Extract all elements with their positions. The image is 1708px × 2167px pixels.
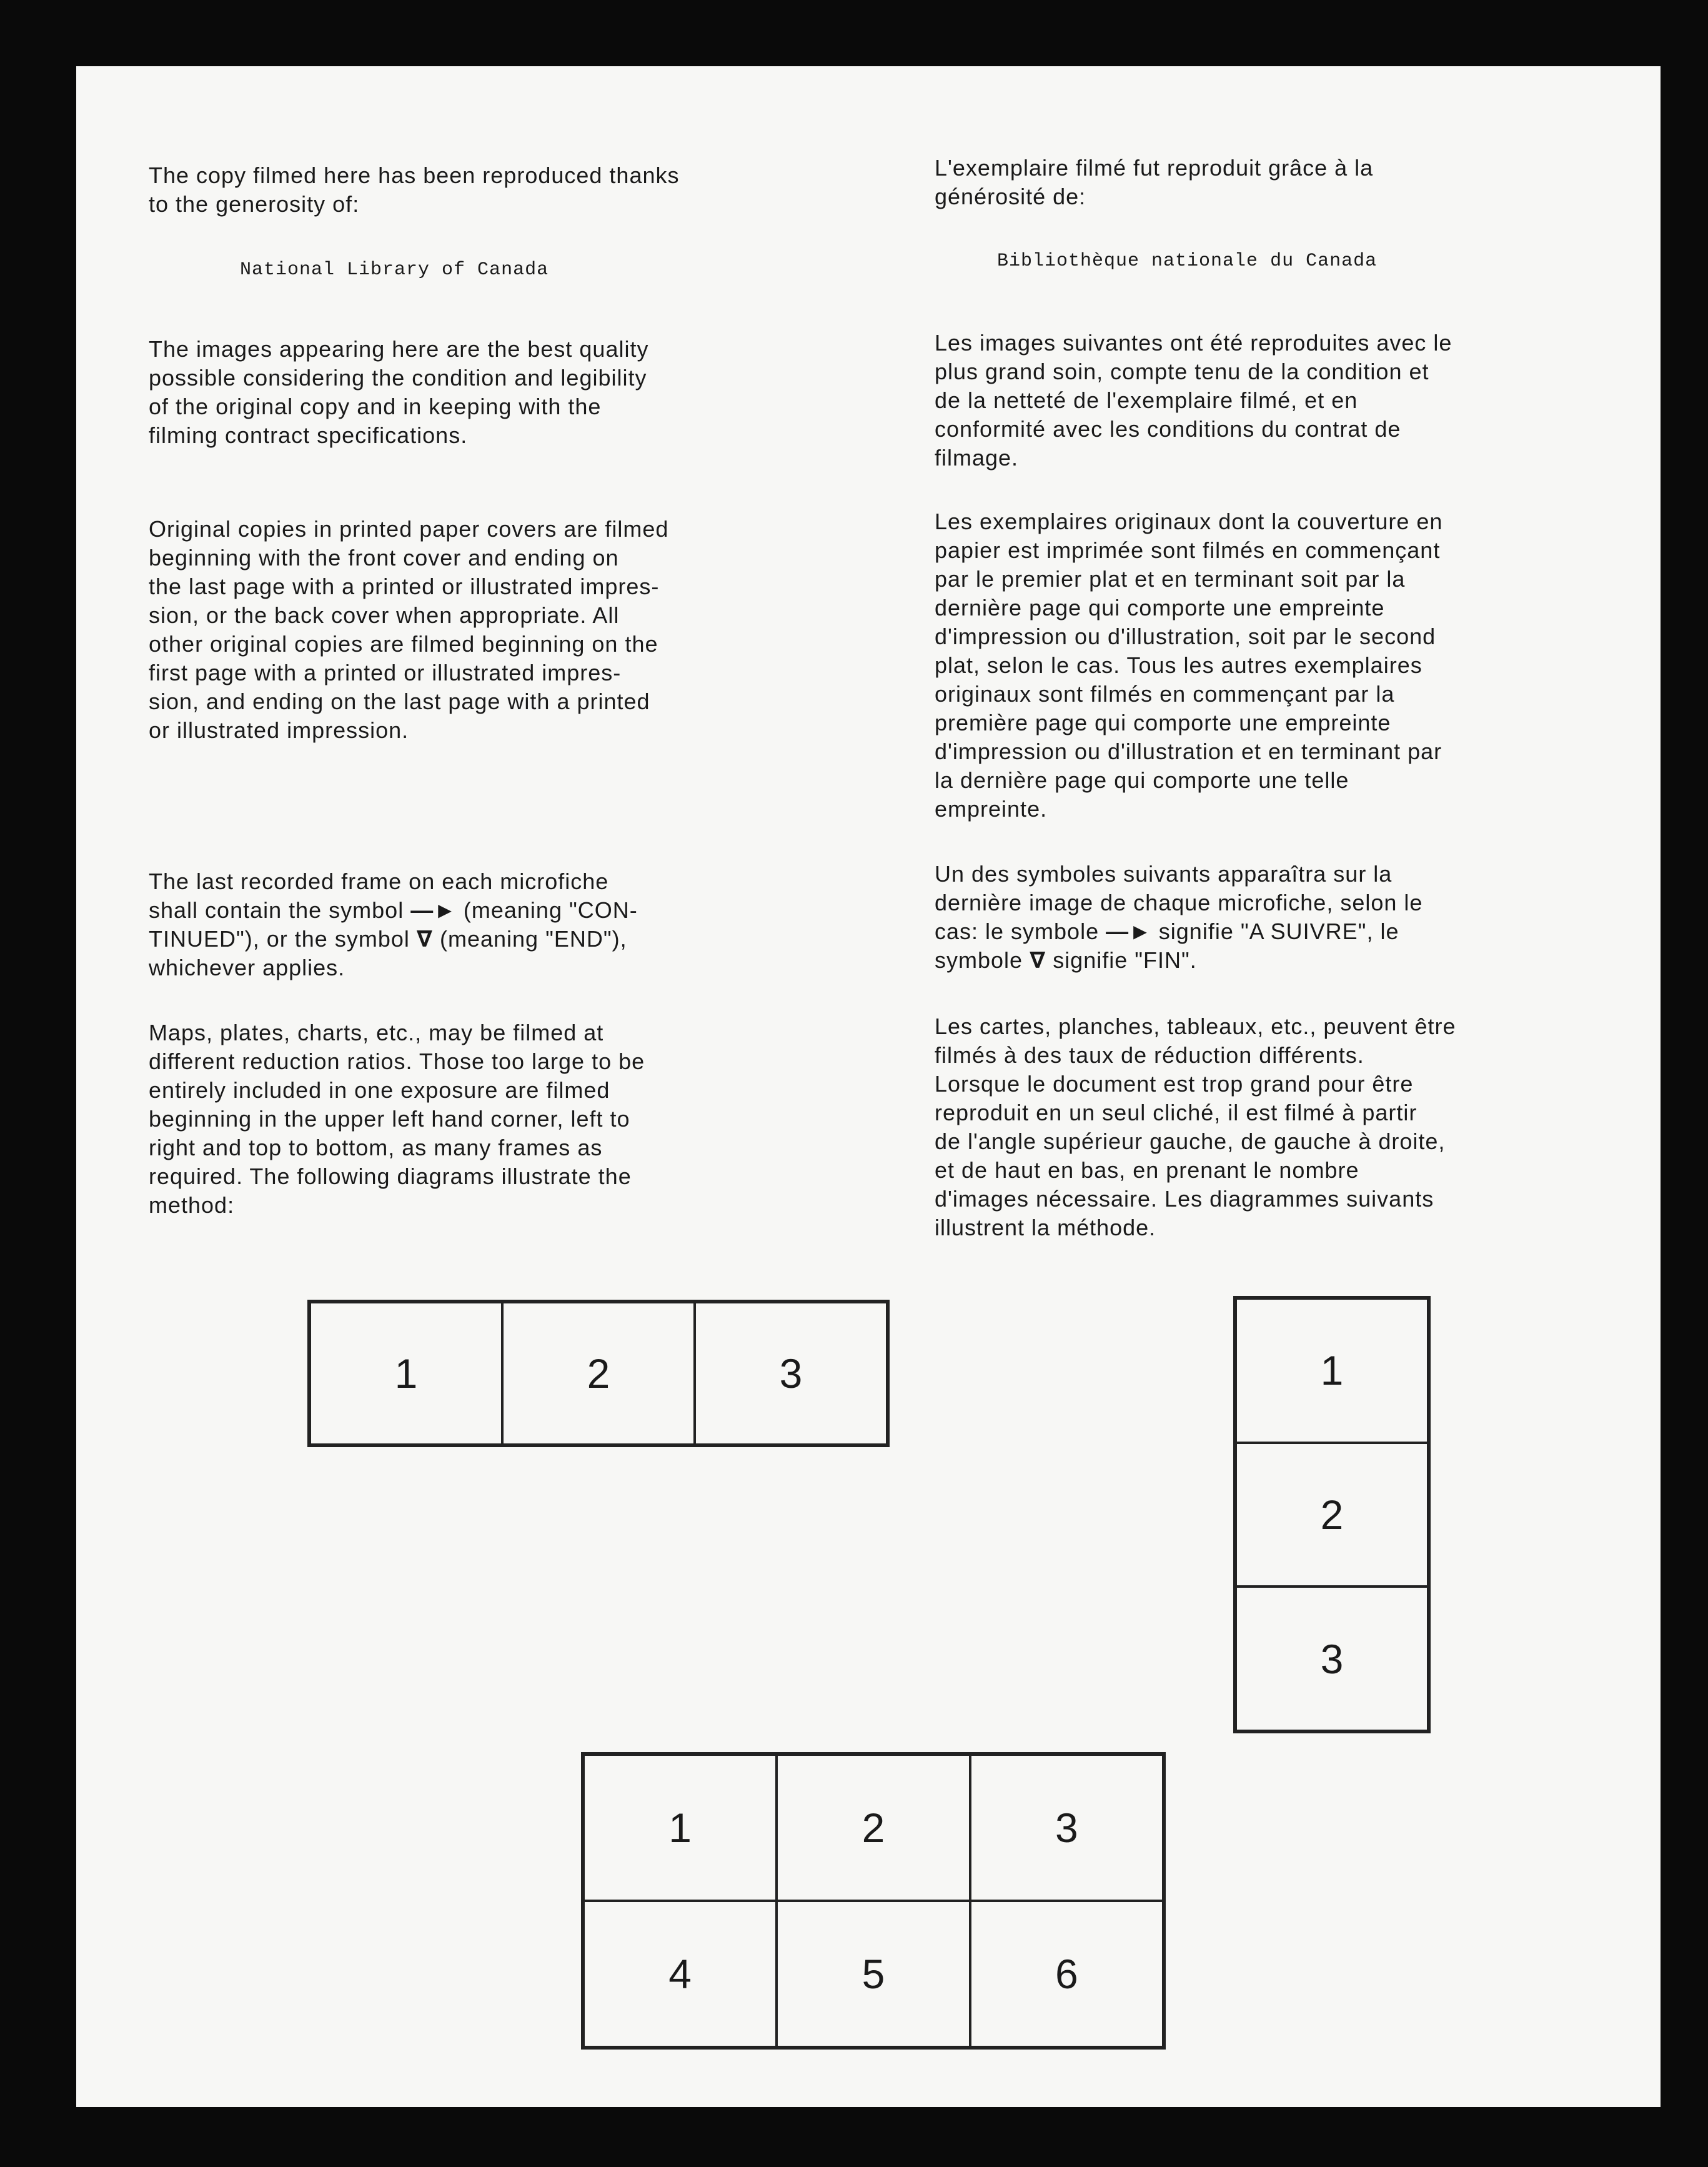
- frame-cell: 6: [970, 1901, 1163, 2047]
- frame-cell: 3: [1236, 1587, 1428, 1731]
- quality-paragraph-fr: Les images suivantes ont été reproduites avec le plus grand soin, compte tenu de la condition et de la netteté de l'exemplaire filmé, et en conformité avec les conditions du contrat de filmage.: [935, 330, 1452, 471]
- symbols-paragraph-en: The last recorded frame on each microfiche shall contain the symbol —► (meaning "CON- TINUED"), or the symbol ∇ (meaning "END"), whichever applies.: [149, 869, 638, 980]
- frame-cell: 2: [1236, 1443, 1428, 1587]
- filmed-page: [76, 66, 1661, 2107]
- frame-cell: 1: [1236, 1298, 1428, 1443]
- institution-name-en: National Library of Canada: [240, 259, 549, 281]
- diagram-horizontal-frames: [307, 1300, 890, 1447]
- originals-paragraph-en: Original copies in printed paper covers are filmed beginning with the front cover and ending on the last page with a printed or illustrated impres- sion, or the back cover when appropriate. All other original copies are filmed beginning on the first page with a printed or illustrated impres- sion, and ending on the last page with a printed or illustrated impression.: [149, 516, 669, 743]
- frame-cell: 1: [583, 1755, 777, 1901]
- maps-paragraph-en: Maps, plates, charts, etc., may be filmed at different reduction ratios. Those too large to be entirely included in one exposure are filmed beginning in the upper left hand corner, left to right and top to bottom, as many frames as required. The following diagrams illustrate the method:: [149, 1020, 645, 1218]
- thanks-text-fr: L'exemplaire filmé fut reproduit grâce à la générosité de:: [935, 155, 1374, 209]
- french-column: [935, 154, 1653, 211]
- diagram-vertical-frames: [1233, 1296, 1431, 1733]
- maps-paragraph-fr: Les cartes, planches, tableaux, etc., peuvent être filmés à des taux de réduction différents. Lorsque le document est trop grand pour être reproduit en un seul cliché, il est filmé à partir de l'angle supérieur gauche, de gauche à droite, et de haut en bas, en prenant le nombre d'images nécessaire. Les diagrammes suivants illustrent la méthode.: [935, 1014, 1456, 1240]
- english-column: [149, 161, 861, 219]
- originals-paragraph-fr: Les exemplaires originaux dont la couverture en papier est imprimée sont filmés en commençant par le premier plat et en terminant soit par la dernière page qui comporte une empreinte d'impression ou d'illustration, soit par le second plat, selon le cas. Tous les autres exemplaires originaux sont filmés en commençant par la première page qui comporte une empreinte d'impression ou d'illustration et en terminant par la dernière page qui comporte une telle empreinte.: [935, 509, 1443, 822]
- symbols-paragraph-fr: Un des symboles suivants apparaîtra sur la dernière image de chaque microfiche, selon le cas: le symbole —► signifie "A SUIVRE", le symbole ∇ signifie "FIN".: [935, 861, 1423, 973]
- frame-cell: 3: [695, 1302, 887, 1445]
- frame-cell: 2: [777, 1755, 970, 1901]
- institution-name-fr: Bibliothèque nationale du Canada: [997, 251, 1378, 272]
- frame-cell: 4: [583, 1901, 777, 2047]
- end-triangle-icon: ∇: [416, 926, 433, 952]
- end-triangle-icon-fr: ∇: [1030, 947, 1046, 973]
- quality-paragraph-en: The images appearing here are the best quality possible considering the condition and legibility of the original copy and in keeping with the filming contract specifications.: [149, 336, 649, 448]
- thanks-text: The copy filmed here has been reproduced thanks to the generosity of:: [149, 162, 680, 217]
- frame-cell: 2: [502, 1302, 695, 1445]
- frame-cell: 5: [777, 1901, 970, 2047]
- frame-cell: 1: [310, 1302, 502, 1445]
- frame-cell: 3: [970, 1755, 1163, 1901]
- continued-arrow-icon: —►: [410, 897, 457, 923]
- diagram-grid-frames: [581, 1752, 1166, 2050]
- continued-arrow-icon-fr: —►: [1106, 919, 1152, 944]
